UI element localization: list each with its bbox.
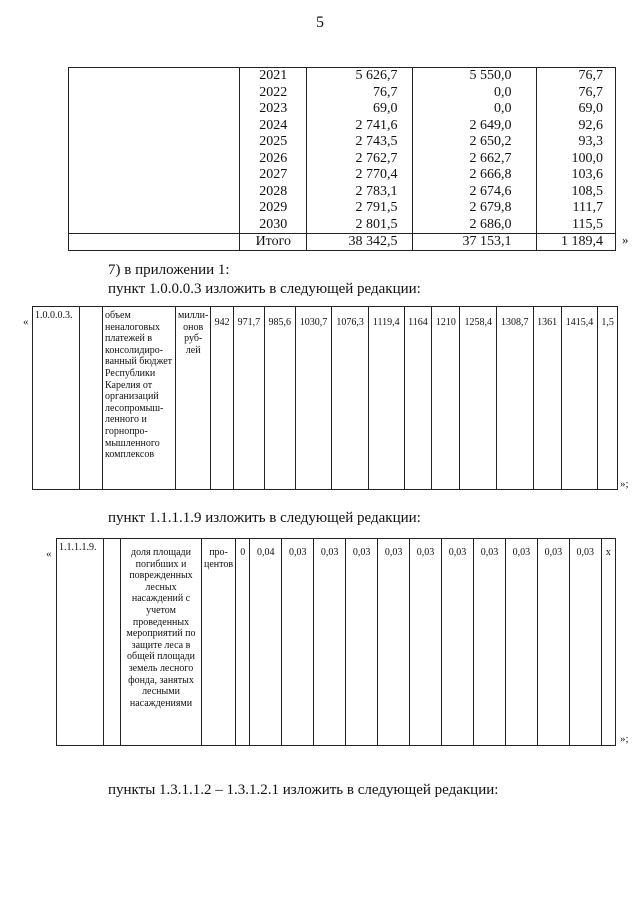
value-cell: 1119,4 [368, 307, 404, 490]
amount-cell: 100,0 [571, 150, 603, 166]
indicator-unit: милли-онов руб-лей [176, 307, 211, 490]
value-cell: 942 [211, 307, 234, 490]
table-row [57, 539, 616, 746]
table-total-row [69, 234, 616, 251]
indicator-name: доля площади погибших и поврежденных лесных насаждений с учетом проведенных мероприятий по защите леса в общей площади земель лесного фонда, занятых лесными насаждениями [121, 539, 202, 746]
total-label: Итого [240, 234, 307, 251]
empty-cell [69, 68, 240, 234]
indicator-code: 1.0.0.0.3. [33, 307, 80, 490]
amount-cell: 93,3 [578, 134, 603, 149]
value-cell: 0,03 [569, 539, 601, 746]
total-value-2: 37 153,1 [412, 234, 536, 251]
table-row [33, 307, 618, 490]
empty-cell [69, 234, 240, 251]
value-cell: 0,03 [346, 539, 378, 746]
amount-cell: 2 762,7 [355, 150, 398, 166]
opening-quote: « [23, 316, 29, 328]
amount-cell: 76,7 [578, 68, 603, 83]
value-cell: 1361 [533, 307, 561, 490]
value-cell: 1164 [404, 307, 432, 490]
amount-cell: 76,7 [373, 84, 398, 100]
value-cell: х [601, 539, 615, 746]
total-amount-column [307, 68, 412, 234]
table-row [69, 68, 616, 234]
year-cell: 2030 [259, 216, 288, 232]
year-cell: 2026 [259, 150, 288, 166]
indicator-name: объем неналоговых платежей в консолидиро-ванный бюджет Республики Карелия от организаций лесопромыш-ленного и горнопро-мышленного комплексов [103, 307, 176, 490]
amount-cell: 2 801,5 [355, 216, 398, 232]
value-cell: 1258,4 [460, 307, 497, 490]
value-cell: 1308,7 [496, 307, 533, 490]
indicator-table-1 [32, 306, 618, 490]
amount-cell: 2 662,7 [469, 150, 512, 166]
amount-cell: 2 741,6 [355, 117, 398, 133]
amount-cell: 69,0 [373, 101, 398, 116]
year-cell: 2024 [259, 117, 288, 133]
paragraph-appendix: 7) в приложении 1: [108, 262, 230, 278]
value-cell: 0,03 [473, 539, 505, 746]
amount-cell: 2 649,0 [469, 117, 512, 133]
value-cell: 0,04 [250, 539, 282, 746]
year-cell: 2028 [259, 183, 288, 199]
amount-cell: 92,6 [578, 117, 603, 133]
budget-amount-column [412, 68, 536, 234]
indicator-unit: про-центов [202, 539, 236, 746]
amount-cell: 103,6 [571, 167, 603, 182]
total-value-1: 38 342,5 [307, 234, 412, 251]
amount-cell: 5 626,7 [355, 68, 398, 83]
paragraph-points-range: пункты 1.3.1.1.2 – 1.3.1.2.1 изложить в следующей редакции: [108, 782, 499, 798]
value-cell: 971,7 [233, 307, 264, 490]
other-amount-column [536, 68, 615, 234]
total-value-3: 1 189,4 [536, 234, 615, 251]
value-cell: 0,03 [410, 539, 442, 746]
value-cell: 0,03 [378, 539, 410, 746]
closing-quote: »; [620, 478, 629, 490]
value-cell: 1076,3 [332, 307, 369, 490]
value-cell: 0,03 [314, 539, 346, 746]
amount-cell: 2 666,8 [469, 167, 512, 182]
amount-cell: 2 686,0 [469, 216, 512, 232]
opening-quote: « [46, 548, 52, 560]
indicator-table-2 [56, 538, 616, 746]
amount-cell: 5 550,0 [469, 68, 512, 83]
indicator-code: 1.1.1.1.9. [57, 539, 104, 746]
value-cell: 1,5 [598, 307, 618, 490]
paragraph-point-2: пункт 1.1.1.1.9 изложить в следующей редакции: [108, 510, 421, 526]
closing-quote: »; [620, 733, 629, 745]
year-cell: 2027 [259, 167, 288, 182]
closing-quote: » [622, 232, 629, 247]
year-cell: 2022 [259, 84, 288, 100]
amount-cell: 2 650,2 [469, 134, 512, 149]
value-cell: 1210 [432, 307, 460, 490]
years-column [240, 68, 307, 234]
financing-table [68, 67, 616, 251]
amount-cell: 2 674,6 [469, 183, 512, 199]
amount-cell: 0,0 [494, 101, 512, 116]
value-cell: 0,03 [537, 539, 569, 746]
amount-cell: 0,0 [494, 84, 512, 100]
year-cell: 2021 [259, 68, 288, 83]
value-cell: 1415,4 [561, 307, 598, 490]
amount-cell: 108,5 [571, 183, 603, 199]
page-number: 5 [316, 14, 324, 31]
amount-cell: 2 679,8 [469, 200, 512, 215]
value-cell: 1030,7 [295, 307, 332, 490]
paragraph-point-1: пункт 1.0.0.0.3 изложить в следующей редакции: [108, 281, 421, 297]
amount-cell: 115,5 [572, 216, 603, 232]
amount-cell: 69,0 [578, 101, 603, 116]
amount-cell: 2 770,4 [355, 167, 398, 182]
empty-cell [104, 539, 121, 746]
value-cell: 0,03 [505, 539, 537, 746]
year-cell: 2029 [259, 200, 288, 215]
amount-cell: 111,7 [572, 200, 603, 215]
value-cell: 985,6 [264, 307, 295, 490]
amount-cell: 2 743,5 [355, 134, 398, 149]
value-cell: 0,03 [442, 539, 474, 746]
year-cell: 2025 [259, 134, 288, 149]
value-cell: 0 [236, 539, 250, 746]
amount-cell: 2 783,1 [355, 183, 398, 199]
empty-cell [80, 307, 103, 490]
amount-cell: 2 791,5 [355, 200, 398, 215]
amount-cell: 76,7 [578, 84, 603, 100]
year-cell: 2023 [259, 101, 288, 116]
value-cell: 0,03 [282, 539, 314, 746]
